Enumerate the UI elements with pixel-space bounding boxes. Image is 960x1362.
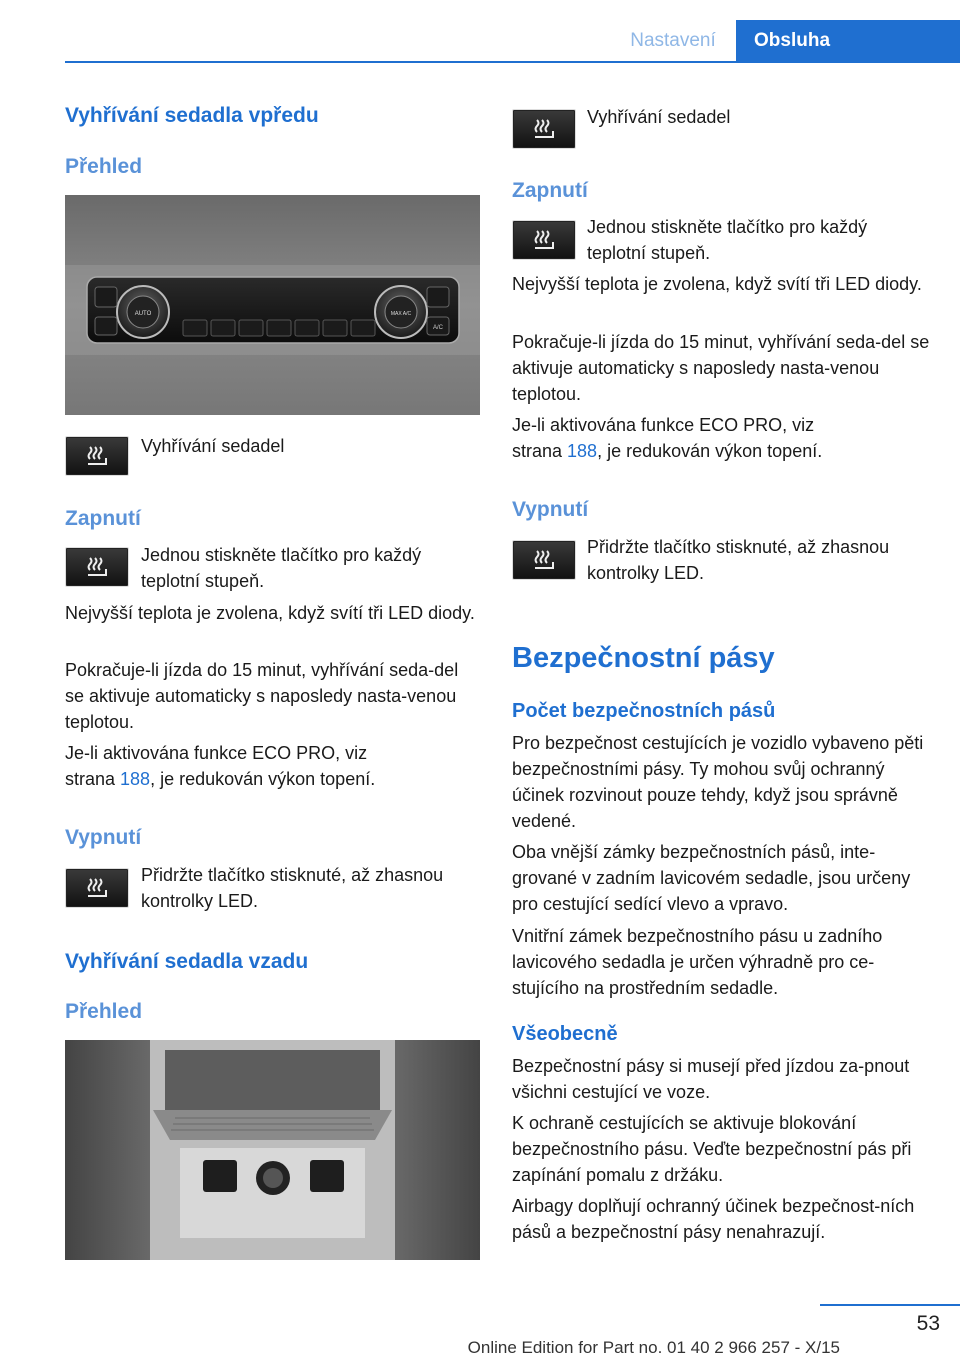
general-paragraph-3: Airbagy doplňují ochranný účinek bezpečnost-ních pásů a bezpečnostní pásy nenahrazují. [512,1196,915,1242]
off-instruction: Přidržte tlačítko stisknuté, až zhasnou kontrolky LED. [587,537,890,583]
seat-heating-icon [512,220,576,260]
page-number: 53 [916,1312,940,1335]
heading-belt-count: Počet bezpečnostních pásů [512,700,776,722]
footer-rule [820,1304,960,1306]
belt-count-paragraph-2: Oba vnější zámky bezpečnostních pásů, inte-grované v zadním lavicovém sedadle, jsou určeny pro cestující sedící vlevo a vpravo. [512,842,911,914]
front-climate-panel-image [65,195,480,415]
eco-pro-text: Je-li aktivována funkce ECO PRO, viz strana 188, je redukován výkon topení. [65,743,376,789]
page-link-188[interactable]: 188 [567,441,598,461]
heading-seat-belts: Bezpečnostní pásy [512,642,775,674]
section-tab-nastaveni[interactable]: Nastavení [630,30,716,51]
heading-front-seat-heating: Vyhřívání sedadla vpředu [65,104,319,127]
subheading-overview: Přehled [65,155,143,178]
belt-count-paragraph-3: Vnitřní zámek bezpečnostního pásu u zadního lavicového sedadla je určen výhradně pro ce-stujícího na prostředním sedadle. [512,926,883,998]
auto-continue-text: Pokračuje-li jízda do 15 minut, vyhřívání seda-del se aktivuje automaticky s naposledy nasta-venou teplotou. [65,660,459,732]
eco-pro-text: Je-li aktivována funkce ECO PRO, viz strana 188, je redukován výkon topení. [512,415,823,461]
edition-footer: Online Edition for Part no. 01 40 2 966 257 - X/15 [467,1338,840,1357]
panel-label-max-ac: MAX A/C [390,311,412,317]
general-paragraph-2: K ochraně cestujících se aktivuje blokování bezpečnostního pásu. Veďte bezpečnostní pás při zapínání pomalu z držáku. [512,1113,912,1185]
auto-continue-text: Pokračuje-li jízda do 15 minut, vyhřívání seda-del se aktivuje automaticky s naposledy nasta-venou teplotou. [512,332,930,404]
panel-label-ac: A/C [432,325,444,331]
seat-heating-icon [512,109,576,149]
general-paragraph-1: Bezpečnostní pásy si musejí před jízdou za-pnout všichni cestující ve voze. [512,1056,910,1102]
seat-heating-icon [512,540,576,580]
page-link-188[interactable]: 188 [120,769,151,789]
seat-heating-caption: Vyhřívání sedadel [141,436,285,456]
subheading-off: Vypnutí [65,826,142,849]
seat-heating-icon [65,868,129,908]
belt-count-paragraph-1: Pro bezpečnost cestujících je vozidlo vybaveno pěti bezpečnostními pásy. Ty mohou svůj ochranný účinek rozvinout pouze tehdy, když jsou správně vedené. [512,733,924,831]
on-instruction: Jednou stiskněte tlačítko pro každý teplotní stupeň. [587,217,868,263]
seat-heating-icon [65,436,129,476]
subheading-on: Zapnutí [512,179,588,202]
seat-heating-caption: Vyhřívání sedadel [587,107,731,127]
heading-rear-seat-heating: Vyhřívání sedadla vzadu [65,950,309,973]
subheading-off: Vypnutí [512,498,589,521]
header-rule [65,61,960,63]
subheading-overview: Přehled [65,1000,143,1023]
heading-general: Všeobecně [512,1023,618,1045]
rear-seat-console-image [65,1040,480,1260]
max-temp-text: Nejvyšší teplota je zvolena, když svítí tři LED diody. [65,603,475,623]
max-temp-text: Nejvyšší teplota je zvolena, když svítí tři LED diody. [512,274,922,294]
on-instruction: Jednou stiskněte tlačítko pro každý teplotní stupeň. [141,545,422,591]
section-tab-obsluha[interactable]: Obsluha [736,20,960,62]
off-instruction: Přidržte tlačítko stisknuté, až zhasnou kontrolky LED. [141,865,444,911]
panel-label-auto: AUTO [134,311,152,317]
subheading-on: Zapnutí [65,507,141,530]
seat-heating-icon [65,547,129,587]
